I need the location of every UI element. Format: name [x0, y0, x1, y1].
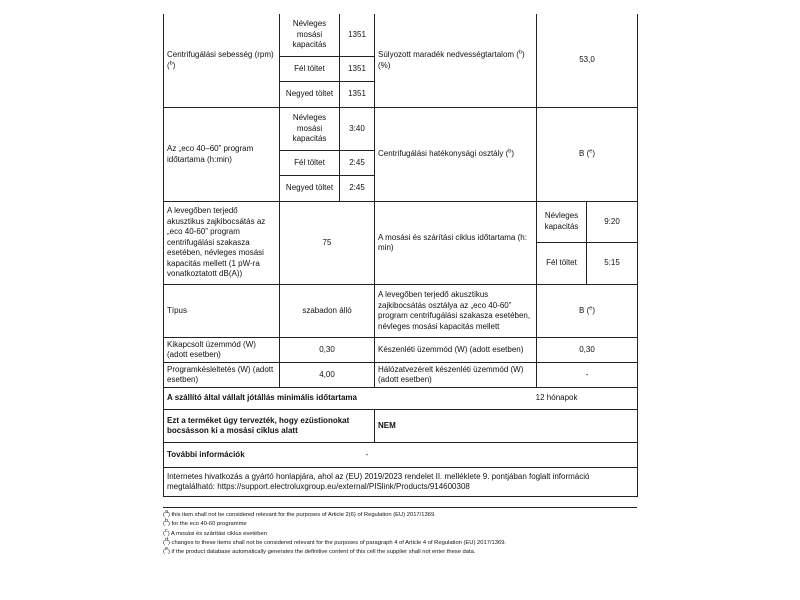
warranty-row	[164, 388, 638, 410]
wash-dry-duration-label: A mosási és szárítási ciklus időtartama (h: min)	[375, 202, 537, 285]
off-mode-label: Kikapcsolt üzemmód (W) (adott esetben)	[164, 338, 280, 363]
more-info-row	[164, 443, 638, 468]
type-row	[164, 285, 638, 338]
silver-ion-value: NEM	[375, 410, 638, 443]
footnote: ($^e$) if the product database automatically generates the definitive content of this cell the supplier shall not enter these data.	[163, 546, 476, 556]
duration-sub-label: Fél töltet	[280, 151, 340, 176]
product-information-sheet	[163, 14, 637, 557]
wash-dry-value: 5:15	[587, 242, 638, 284]
noise-value: 75	[280, 202, 375, 285]
standby-value: 0,30	[537, 338, 638, 363]
delay-start-label: Programkésleltetés (W) (adott esetben)	[164, 363, 280, 388]
footnotes	[163, 507, 637, 557]
spec-table	[163, 14, 638, 497]
networked-standby-value: -	[537, 363, 638, 388]
standby-label: Készenléti üzemmód (W) (adott esetben)	[375, 338, 537, 363]
delay-start-value: 4,00	[280, 363, 375, 388]
spin-speed-sub-label: Negyed töltet	[280, 82, 340, 108]
footnote: ($^d$) changes to these items shall not be considered relevant for the purposes of paragraph 4 of Article 4 of Regulation (EU) 2017/1369.	[163, 536, 507, 546]
spin-speed-row	[164, 14, 638, 57]
noise-label: A levegőben terjedő akusztikus zajkibocsátás az „eco 40-60” program centrifugálási szakasza esetében, névleges mosási kapacitás mellett (1 pW-ra vonatkoztatott dB(A))	[164, 202, 280, 285]
off-mode-value: 0,30	[280, 338, 375, 363]
silver-ion-label: Ezt a terméket úgy tervezték, hogy ezüstionokat bocsásson ki a mosási ciklus alatt	[164, 410, 375, 443]
spin-speed-value: 1351	[340, 82, 375, 108]
spin-speed-label: Centrifugálási sebesség (rpm)($^b$)	[164, 14, 280, 108]
duration-sub-label: Negyed töltet	[280, 176, 340, 202]
duration-value: 3:40	[340, 108, 375, 151]
type-value: szabadon álló	[280, 285, 375, 338]
duration-value: 2:45	[340, 151, 375, 176]
manufacturer-link: Internetes hivatkozás a gyártó honlapjára, ahol az (EU) 2019/2023 rendelet II. melléklete 9. pontjában foglalt információ megtalálható: https://support.electroluxgroup.eu/external/PISlink/Products/914600308	[164, 468, 638, 497]
warranty-value: 12 hónapok	[535, 393, 578, 403]
off-mode-row	[164, 338, 638, 363]
noise-class-value: B ($^e$)	[537, 285, 638, 338]
spin-speed-value: 1351	[340, 14, 375, 57]
residual-moisture-value: 53,0	[537, 14, 638, 108]
wash-dry-sub-label: Névleges kapacitás	[537, 202, 587, 243]
networked-standby-label: Hálózatvezérelt készenléti üzemmód (W) (adott esetben)	[375, 363, 537, 388]
noise-row	[164, 202, 638, 243]
link-row	[164, 468, 638, 497]
spin-efficiency-label: Centrifugálási hatékonysági osztály ($^b$)	[375, 108, 537, 202]
warranty-spacer	[587, 388, 638, 410]
duration-value: 2:45	[340, 176, 375, 202]
warranty-label: A szállító által vállalt jótállás minimális időtartama 12 hónapok	[164, 388, 587, 410]
silver-ion-row	[164, 410, 638, 443]
spin-speed-sub-label: Névleges mosási kapacitás	[280, 14, 340, 57]
footnote: ($^b$) for the eco 40-60 programme	[163, 518, 247, 528]
delay-start-row	[164, 363, 638, 388]
spin-speed-sub-label: Fél töltet	[280, 57, 340, 82]
more-info-value: -	[375, 443, 638, 468]
type-label: Típus	[164, 285, 280, 338]
residual-moisture-label: Súlyozott maradék nedvességtartalom ($^b$) (%)	[375, 14, 537, 108]
spin-speed-value: 1351	[340, 57, 375, 82]
footnote: ($^c$) A mosási és szárítási ciklus esetében	[163, 527, 267, 537]
duration-label: Az „eco 40–60” program időtartama (h:min)	[164, 108, 280, 202]
duration-row	[164, 108, 638, 151]
duration-sub-label: Névleges mosási kapacitás	[280, 108, 340, 151]
wash-dry-sub-label: Fél töltet	[537, 242, 587, 284]
more-info-label: További információk	[164, 443, 375, 468]
footnote: ($^a$) this item shall not be considered relevant for the purposes of Article 2(6) of Regulation (EU) 2017/1369.	[163, 509, 436, 518]
spin-efficiency-value: B ($^e$)	[537, 108, 638, 202]
wash-dry-value: 9:20	[587, 202, 638, 243]
noise-class-label: A levegőben terjedő akusztikus zajkibocsátás osztálya az „eco 40-60” program centrifugálási szakasza esetében, névleges mosási kapacitás mellett	[375, 285, 537, 338]
